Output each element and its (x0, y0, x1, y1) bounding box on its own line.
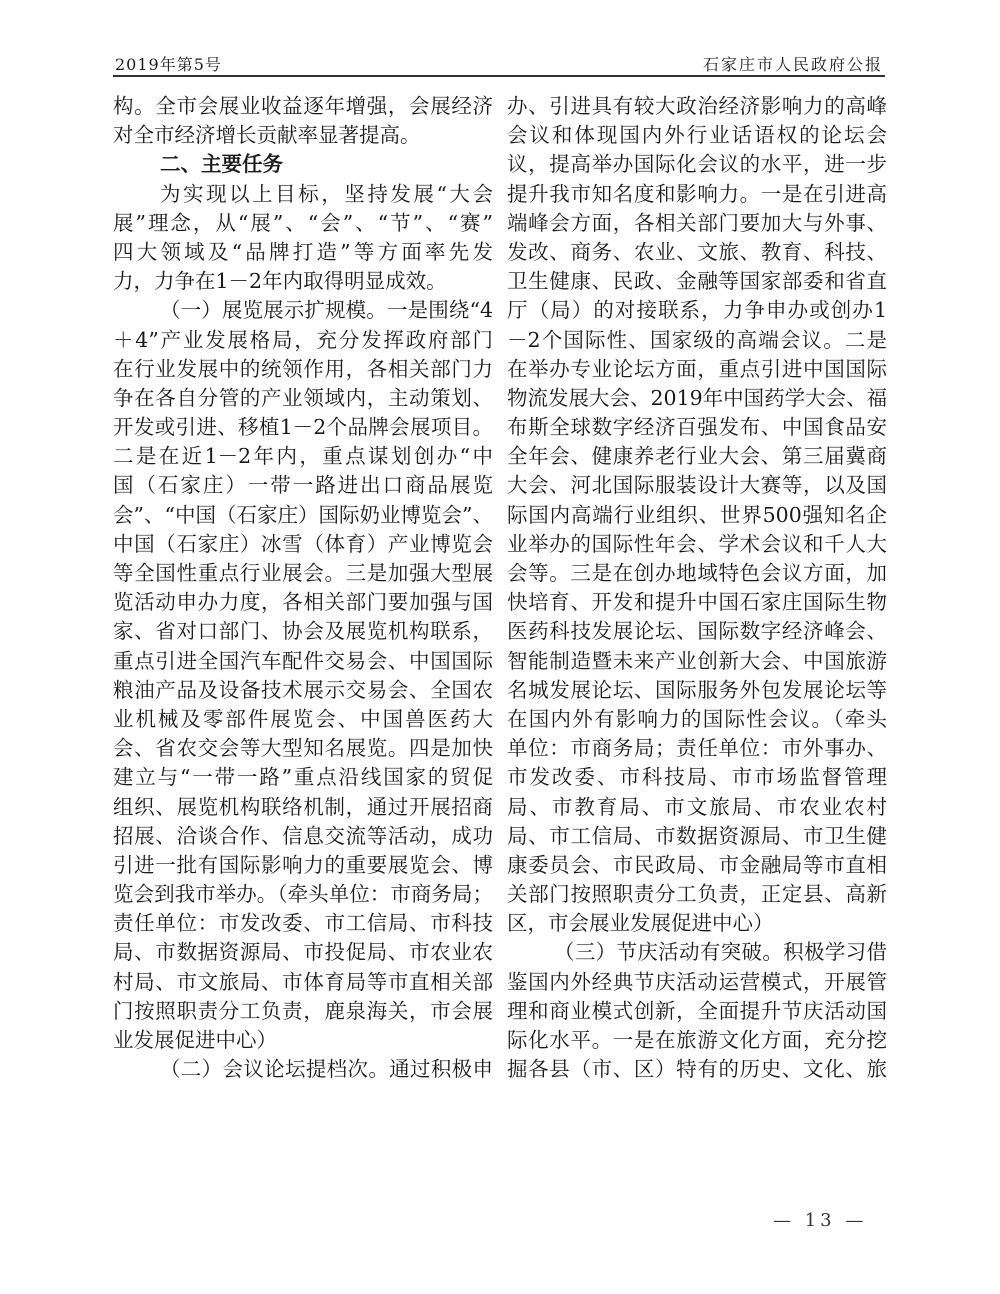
left-column (113, 92, 493, 1084)
text-line: 中国（石家庄）冰雪（体育）产业博览会 (113, 531, 493, 556)
text-line: 粮油产品及设备技术展示交易会、全国农 (113, 677, 493, 702)
text-line: 责任单位：市发改委、市工信局、市科技 (113, 911, 493, 936)
issue-label: 2019年第5号 (115, 55, 222, 74)
text-line: 局、市教育局、市文旅局、市农业农村 (507, 794, 887, 819)
text-line: 局、市数据资源局、市投促局、市农业农 (113, 940, 493, 965)
text-line: 市发改委、市科技局、市市场监督管理 (507, 765, 887, 790)
running-header (113, 52, 885, 74)
text-line: 组织、展览机构联络机制，通过开展招商 (113, 794, 493, 819)
text-line: 二是在近1－2年内，重点谋划创办“中 (113, 444, 493, 469)
header-rule (113, 75, 885, 77)
text-line: 等全国性重点行业展会。三是加强大型展 (113, 561, 493, 585)
text-line: 理和商业模式创新，全面提升节庆活动国 (507, 998, 887, 1023)
text-line: 重点引进全国汽车配件交易会、中国国际 (113, 648, 493, 673)
text-line: 鉴国内外经典节庆活动运营模式，开展管 (507, 969, 887, 994)
text-line: 在国内外有影响力的国际性会议。（牵头 (507, 706, 887, 731)
text-line: 引进一批有国际影响力的重要展览会、博 (113, 852, 493, 877)
text-line: 关部门按照职责分工负责，正定县、高新 (507, 882, 887, 907)
text-line: 全年会、健康养老行业大会、第三届冀商 (507, 444, 887, 469)
text-line: 智能制造暨未来产业创新大会、中国旅游 (507, 648, 887, 673)
text-line: 家、省对口部门、协会及展览机构联系， (113, 619, 493, 644)
publication-title: 石家庄市人民政府公报 (702, 55, 883, 74)
text-line: 会议和体现国内外行业话语权的论坛会 (507, 123, 887, 148)
text-line: 医药科技发展论坛、国际数字经济峰会、 (507, 619, 887, 644)
text-line: （二）会议论坛提档次。通过积极申 (160, 1057, 493, 1082)
text-line: 会”、“中国（石家庄）国际奶业博览会”、 (113, 502, 493, 527)
text-line: 业举办的国际性年会、学术会议和千人大 (507, 531, 887, 556)
text-line: 四大领域及“品牌打造”等方面率先发 (113, 239, 493, 264)
text-line: 会等。三是在创办地域特色会议方面，加 (507, 561, 887, 585)
text-line: （一）展览展示扩规模。一是围绕“4 (160, 298, 493, 323)
text-line: 国（石家庄）一带一路进出口商品展览 (113, 473, 493, 498)
text-line: 康委员会、市民政局、市金融局等市直相 (507, 852, 887, 877)
text-line: 议，提高举办国际化会议的水平，进一步 (507, 152, 887, 177)
text-line: 争在各自分管的产业领域内，主动策划、 (113, 385, 493, 410)
text-line: 卫生健康、民政、金融等国家部委和省直 (507, 269, 887, 294)
text-line: 力，力争在1－2年内取得明显成效。 (113, 269, 447, 294)
text-line: 村局、市文旅局、市体育局等市直相关部 (113, 969, 493, 994)
text-line: （三）节庆活动有突破。积极学习借 (554, 940, 887, 965)
text-line: 厅（局）的对接联系，力争申办或创办1 (507, 298, 887, 323)
text-line: 览会到我市举办。（牵头单位：市商务局； (113, 882, 493, 907)
text-line: 对全市经济增长贡献率显著提高。 (113, 123, 421, 148)
text-line: 区，市会展业发展促进中心） (507, 911, 774, 936)
text-line: 建立与“一带一路”重点沿线国家的贸促 (113, 765, 493, 790)
text-line: 局、市工信局、市数据资源局、市卫生健 (507, 823, 887, 848)
text-line: 门按照职责分工负责，鹿泉海关，市会展 (113, 998, 493, 1023)
text-line: 为实现以上目标，坚持发展“大会 (160, 181, 493, 206)
text-line: 展”理念，从“展”、“会”、“节”、“赛” (113, 210, 493, 235)
text-line: 大会、河北国际服装设计大赛等，以及国 (507, 473, 887, 498)
text-line: 提升我市知名度和影响力。一是在引进高 (507, 181, 887, 206)
text-line: 端峰会方面，各相关部门要加大与外事、 (507, 210, 887, 235)
text-line: 物流发展大会、2019年中国药学大会、福 (507, 385, 888, 410)
text-line: 招展、洽谈合作、信息交流等活动，成功 (113, 823, 493, 848)
right-column (507, 92, 887, 1084)
text-line: 快培育、开发和提升中国石家庄国际生物 (507, 590, 887, 615)
text-line: 办、引进具有较大政治经济影响力的高峰 (507, 94, 887, 118)
text-line: 际国内高端行业组织、世界500强知名企 (507, 502, 887, 527)
section-heading: 二、主要任务 (160, 152, 283, 177)
text-line: 业机械及零部件展览会、中国兽医药大 (113, 706, 493, 731)
text-line: 布斯全球数字经济百强发布、中国食品安 (507, 415, 887, 440)
text-line: 览活动申办力度，各相关部门要加强与国 (113, 590, 493, 615)
text-line: －2个国际性、国家级的高端会议。二是 (507, 327, 887, 352)
text-line: 在行业发展中的统领作用，各相关部门力 (113, 356, 493, 381)
text-line: 会、省农交会等大型知名展览。四是加快 (113, 736, 493, 761)
text-line: 发改、商务、农业、文旅、教育、科技、 (507, 239, 887, 264)
text-line: 构。全市会展业收益逐年增强，会展经济 (113, 94, 493, 118)
text-line: ＋4”产业发展格局，充分发挥政府部门 (113, 327, 493, 352)
page-number: — 13 — (773, 1210, 868, 1231)
text-line: 际化水平。一是在旅游文化方面，充分挖 (507, 1028, 887, 1052)
text-line: 掘各县（市、区）特有的历史、文化、旅 (507, 1057, 887, 1082)
text-line: 开发或引进、移植1－2个品牌会展项目。 (113, 415, 493, 440)
text-line: 业发展促进中心） (113, 1028, 277, 1052)
text-line: 名城发展论坛、国际服务外包发展论坛等 (507, 677, 887, 702)
text-line: 单位：市商务局；责任单位：市外事办、 (507, 736, 887, 761)
text-line: 在举办专业论坛方面，重点引进中国国际 (507, 356, 887, 381)
